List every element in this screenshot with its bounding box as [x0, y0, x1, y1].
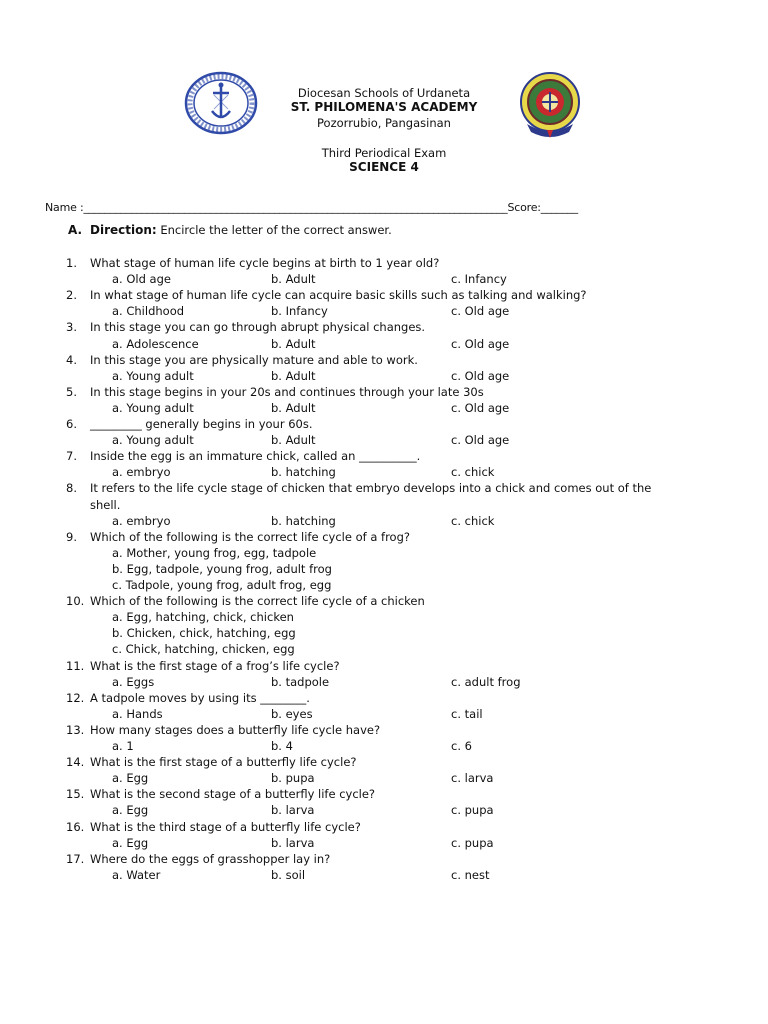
question-number: 15. [66, 787, 85, 802]
answer-option: b. Egg, tadpole, young frog, adult frog [112, 561, 332, 576]
answer-option: c. Old age [451, 304, 510, 319]
answer-option: b. hatching [271, 465, 336, 480]
question-number: 5. [66, 384, 77, 399]
answer-option: c. Old age [451, 368, 510, 383]
answer-option: c. pupa [451, 803, 494, 818]
answer-option: a. embryo [112, 465, 171, 480]
answer-option: c. nest [451, 867, 490, 882]
question-text-continued: shell. [90, 497, 121, 512]
question-text: Inside the egg is an immature chick, called an __________. [90, 449, 421, 464]
answer-option: a. Egg [112, 771, 149, 786]
question-number: 8. [66, 481, 77, 496]
question-number: 2. [66, 288, 77, 303]
question-text: What is the third stage of a butterfly life cycle? [90, 819, 361, 834]
question-number: 6. [66, 417, 77, 431]
question-number: 17. [66, 851, 85, 866]
answer-option: c. adult frog [451, 674, 521, 689]
answer-option: b. Adult [271, 368, 316, 383]
answer-option: b. Chicken, chick, hatching, egg [112, 626, 296, 641]
question-text: In this stage you are physically mature and able to work. [90, 352, 418, 367]
answer-option: b. Adult [271, 336, 316, 351]
answer-option: b. Adult [271, 433, 316, 448]
question-text: Which of the following is the correct life cycle of a frog? [90, 529, 410, 544]
question-number: 1. [66, 256, 77, 270]
school-location: Pozorrubio, Pangasinan [317, 116, 451, 130]
answer-option: b. soil [271, 867, 306, 882]
question-number: 10. [66, 594, 85, 609]
question-number: 4. [66, 352, 77, 367]
question-text: What stage of human life cycle begins at birth to 1 year old? [90, 256, 440, 270]
answer-option: a. Adolescence [112, 336, 199, 351]
question-text: What is the second stage of a butterfly life cycle? [90, 787, 376, 802]
answer-option: c. tail [451, 706, 483, 721]
answer-option: c. Old age [451, 400, 510, 415]
answer-option: a. Hands [112, 706, 163, 721]
question-text: In this stage you can go through abrupt physical changes. [90, 320, 426, 335]
answer-option: c. 6 [451, 739, 472, 753]
answer-option: b. larva [271, 803, 315, 818]
answer-option: c. pupa [451, 835, 494, 850]
direction-label: Direction: [90, 223, 157, 237]
answer-option: b. Adult [271, 400, 316, 415]
answer-option: a. Old age [112, 272, 171, 287]
answer-option: b. larva [271, 835, 315, 850]
question-text: Which of the following is the correct life cycle of a chicken [90, 594, 425, 609]
answer-option: b. hatching [271, 513, 336, 528]
question-number: 11. [66, 658, 85, 673]
answer-option: a. 1 [112, 739, 134, 753]
question-text: A tadpole moves by using its ________. [90, 690, 310, 705]
answer-option: c. Chick, hatching, chicken, egg [112, 642, 295, 657]
answer-option: c. chick [451, 465, 495, 480]
question-text: In what stage of human life cycle can acquire basic skills such as talking and walking? [90, 288, 587, 303]
exam-title: Third Periodical Exam [321, 146, 447, 160]
question-text: What is the first stage of a butterfly life cycle? [90, 755, 357, 770]
answer-option: a. embryo [112, 513, 171, 528]
question-number: 3. [66, 320, 77, 335]
answer-option: a. Egg, hatching, chick, chicken [112, 610, 294, 625]
question-number: 14. [66, 755, 85, 770]
answer-option: a. Young adult [112, 433, 194, 448]
subject-title: SCIENCE 4 [349, 160, 419, 174]
question-text: How many stages does a butterfly life cycle have? [90, 722, 381, 737]
answer-option: b. eyes [271, 706, 313, 721]
answer-option: c. Tadpole, young frog, adult frog, egg [112, 578, 332, 592]
answer-option: a. Water [112, 867, 161, 882]
direction-line [90, 223, 392, 237]
question-text: Where do the eggs of grasshopper lay in? [90, 851, 331, 866]
answer-option: a. Young adult [112, 368, 194, 383]
answer-option: b. pupa [271, 771, 315, 786]
answer-option: c. chick [451, 513, 495, 528]
answer-option: a. Egg [112, 835, 149, 850]
question-number: 9. [66, 529, 77, 544]
question-number: 16. [66, 819, 85, 834]
question-text: It refers to the life cycle stage of chicken that embryo develops into a chick and comes out of the [90, 481, 652, 496]
answer-option: a. Mother, young frog, egg, tadpole [112, 545, 317, 560]
answer-option: b. tadpole [271, 674, 330, 689]
answer-option: b. Adult [271, 272, 316, 287]
answer-option: a. Young adult [112, 400, 194, 415]
direction-text: Encircle the letter of the correct answer. [160, 223, 392, 237]
answer-option: b. Infancy [271, 304, 328, 319]
section-letter: A. [68, 223, 83, 237]
answer-option: c. larva [451, 771, 494, 786]
question-text: What is the first stage of a frog’s life cycle? [90, 658, 340, 673]
answer-option: a. Childhood [112, 304, 185, 319]
school-name: ST. PHILOMENA'S ACADEMY [290, 100, 478, 114]
name-score-line: Name :________________________________________________________________________________Score:_______ [45, 201, 578, 214]
answer-option: c. Old age [451, 336, 510, 351]
answer-option: c. Old age [451, 433, 510, 448]
diocese-name: Diocesan Schools of Urdaneta [297, 86, 471, 100]
question-text: _________ generally begins in your 60s. [90, 417, 313, 431]
question-text: In this stage begins in your 20s and continues through your late 30s [90, 384, 484, 399]
answer-option: a. Egg [112, 803, 149, 818]
question-number: 13. [66, 722, 85, 737]
answer-option: a. Eggs [112, 674, 155, 689]
answer-option: b. 4 [271, 739, 293, 753]
question-number: 12. [66, 690, 85, 705]
answer-option: c. Infancy [451, 272, 507, 287]
question-number: 7. [66, 449, 77, 464]
